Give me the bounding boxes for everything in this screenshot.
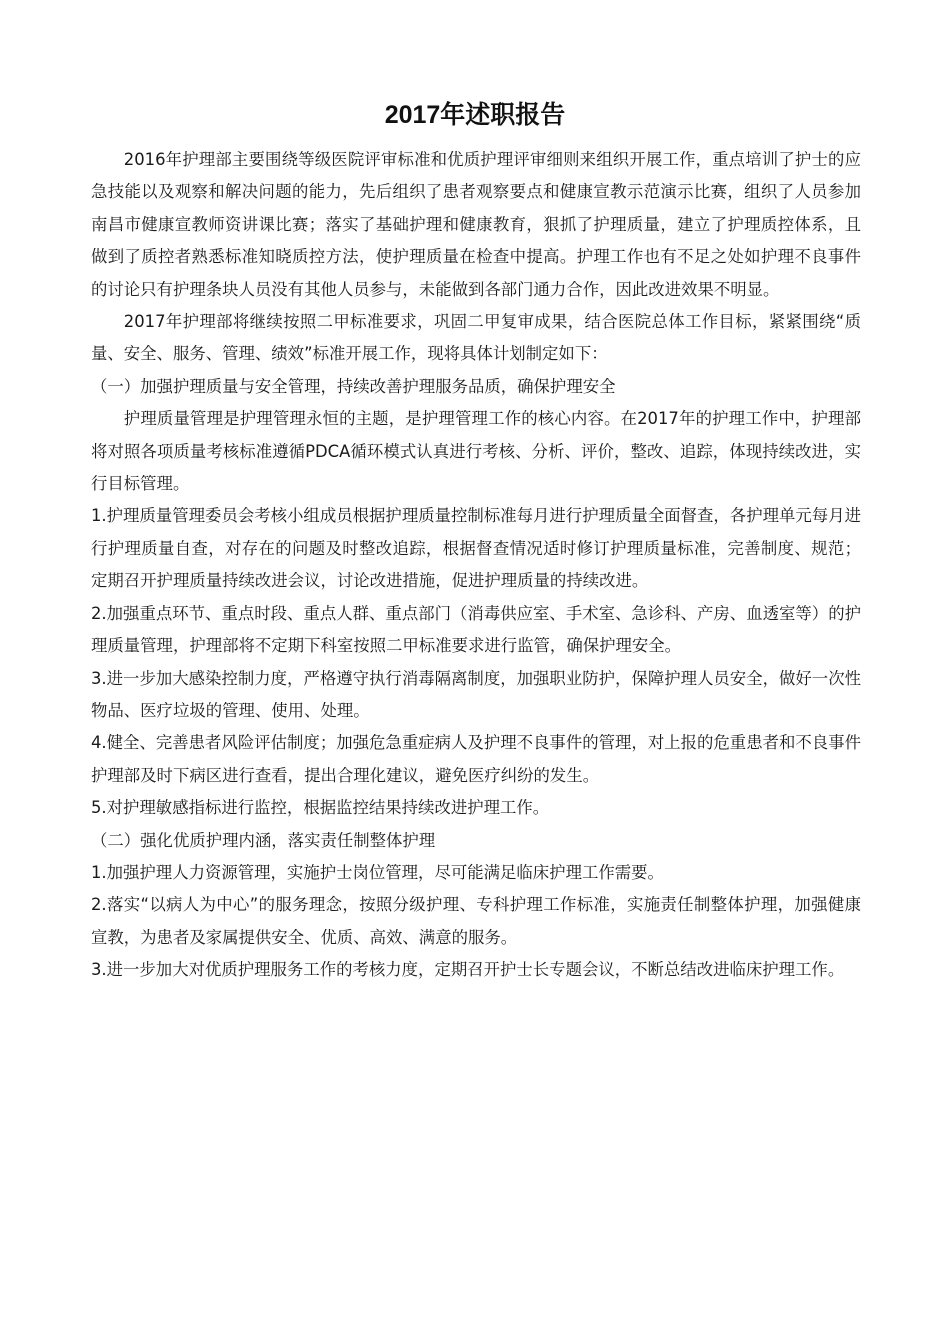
list-item-1-1: 1.护理质量管理委员会考核小组成员根据护理质量控制标准每月进行护理质量全面督查，各护理单元每月进行护理质量自查，对存在的问题及时整改追踪，根据督查情况适时修订护理质量标准，完善制度、规范；定期召开护理质量持续改进会议，讨论改进措施，促进护理质量的持续改进。 — [91, 506, 861, 591]
document-body — [91, 144, 861, 987]
list-item-1-5: 5.对护理敏感指标进行监控，根据监控结果持续改进护理工作。 — [91, 798, 550, 818]
list-item-2-1: 1.加强护理人力资源管理，实施护士岗位管理，尽可能满足临床护理工作需要。 — [91, 862, 664, 882]
list-item-1-4: 4.健全、完善患者风险评估制度；加强危急重症病人及护理不良事件的管理，对上报的危重患者和不良事件护理部及时下病区进行查看，提出合理化建议，避免医疗纠纷的发生。 — [91, 733, 861, 785]
paragraph-plan-2017: 2017年护理部将继续按照二甲标准要求，巩固二甲复审成果，结合医院总体工作目标，紧紧围绕“质量、安全、服务、管理、绩效”标准开展工作，现将具体计划制定如下： — [91, 312, 861, 364]
list-item-1-2: 2.加强重点环节、重点时段、重点人群、重点部门（消毒供应室、手术室、急诊科、产房、血透室等）的护理质量管理，护理部将不定期下科室按照二甲标准要求进行监管，确保护理安全。 — [91, 603, 861, 656]
document-title: 2017年述职报告 — [384, 101, 566, 129]
paragraph-summary-2016: 2016年护理部主要围绕等级医院评审标准和优质护理评审细则来组织开展工作，重点培训了护士的应急技能以及观察和解决问题的能力，先后组织了患者观察要点和健康宣教示范演示比赛，组织了人员参加南昌市健康宣教师资讲课比赛；落实了基础护理和健康教育，狠抓了护理质量，建立了护理质控体系，且做到了质控者熟悉标准知晓质控方法，使护理质量在检查中提高。护理工作也有不足之处如护理不良事件的讨论只有护理条块人员没有其他人员参与，未能做到各部门通力合作，因此改进效果不明显。 — [91, 150, 861, 299]
list-item-2-2: 2.落实“以病人为中心”的服务理念，按照分级护理、专科护理工作标准，实施责任制整体护理，加强健康宣教，为患者及家属提供安全、优质、高效、满意的服务。 — [91, 895, 861, 947]
section-heading-1: （一）加强护理质量与安全管理，持续改善护理服务品质，确保护理安全 — [91, 376, 616, 396]
list-item-2-3: 3.进一步加大对优质护理服务工作的考核力度，定期召开护士长专题会议，不断总结改进临床护理工作。 — [91, 960, 845, 980]
section-heading-2: （二）强化优质护理内涵，落实责任制整体护理 — [91, 830, 436, 850]
paragraph-quality-management: 护理质量管理是护理管理永恒的主题，是护理管理工作的核心内容。在2017年的护理工作中，护理部将对照各项质量考核标准遵循PDCA循环模式认真进行考核、分析、评价，整改、追踪，体现持续改进，实行目标管理。 — [91, 409, 861, 494]
list-item-1-3: 3.进一步加大感染控制力度，严格遵守执行消毒隔离制度，加强职业防护，保障护理人员安全，做好一次性物品、医疗垃圾的管理、使用、处理。 — [91, 668, 861, 720]
